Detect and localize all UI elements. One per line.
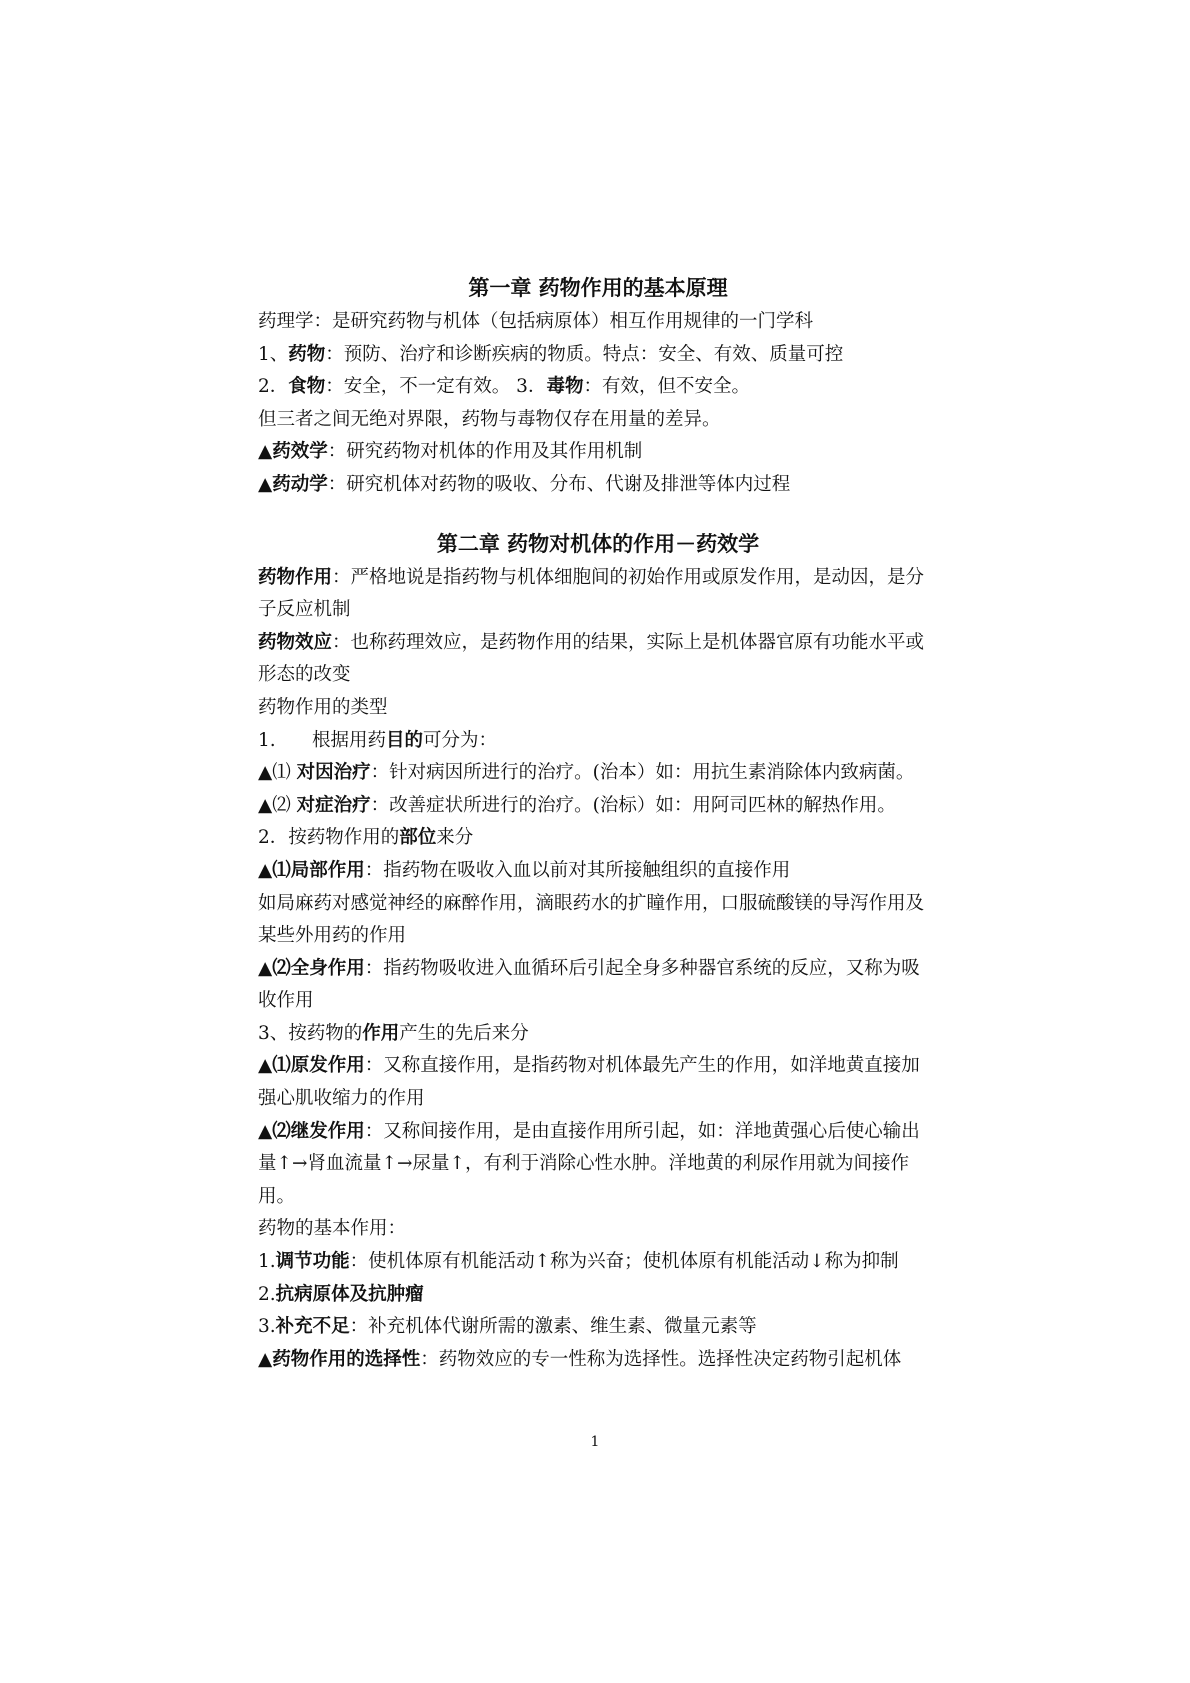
item-number: 1. [258,1251,276,1273]
definition-text: ：有效，但不安全。 [583,376,750,398]
heading-text: 根据用药 [312,729,387,751]
heading-text: 2．按药物作用的 [258,827,400,849]
definition-text: ：指药物吸收进入血循环后引起全身多种器官系统的反应，又称为吸收作用 [258,957,920,1012]
drug-effect-definition [258,627,938,692]
anti-pathogen [258,1279,938,1312]
definition-text: ：药物效应的专一性称为选择性。选择性决定药物引起机体 [420,1348,902,1370]
term-causal-treatment: 对因治疗 [296,762,371,784]
definition-text: ：使机体原有机能活动↑称为兴奋；使机体原有机能活动↓称为抑制 [349,1251,899,1273]
secondary-action [258,1116,938,1214]
term-systemic-action: ▲⑵全身作用 [258,957,365,979]
page-content [258,272,938,1376]
definition-text: ：改善症状所进行的治疗。(治标）如：用阿司匹林的解热作用。 [370,794,896,816]
regulate-function [258,1246,938,1279]
term-primary-action: ▲⑴原发作用 [258,1055,365,1077]
symptomatic-treatment [258,790,938,823]
chapter2-title: 第二章 药物对机体的作用－药效学 [436,530,760,556]
definition-text: ：预防、治疗和诊断疾病的物质。特点：安全、有效、质量可控 [325,343,844,365]
item-number: 2． [258,376,289,398]
definition-text: ：严格地说是指药物与机体细胞间的初始作用或原发作用，是动因，是分子反应机制 [258,566,925,621]
item-number: 2. [258,1283,276,1305]
item-number: 1. [258,729,276,751]
definition-text: ：研究机体对药物的吸收、分布、代谢及排泄等体内过程 [327,473,791,495]
pharmacodynamics-definition [258,436,938,469]
boundary-note: 但三者之间无绝对界限，药物与毒物仅存在用量的差异。 [258,408,721,430]
bullet-mark: ▲⑴ [258,762,297,784]
term-symptomatic-treatment: 对症治疗 [296,794,371,816]
definition-text: ：研究药物对机体的作用及其作用机制 [327,441,643,463]
term-regulate-function: 调节功能 [275,1251,350,1273]
heading-text: 3、按药物的 [258,1022,363,1044]
causal-treatment [258,757,938,790]
definition-text: ：又称间接作用，是由直接作用所引起，如：洋地黄强心后使心输出量↑→肾血流量↑→尿量↑，有利于消除心性水肿。洋地黄的利尿作用就为间接作用。 [258,1120,920,1207]
drug-definition [258,339,938,372]
bullet-mark: ▲⑵ [258,794,297,816]
definition-text: ：补充机体代谢所需的激素、维生素、微量元素等 [349,1316,757,1338]
definition-text: ：也称药理效应，是药物作用的结果，实际上是机体器官原有功能水平或形态的改变 [258,631,925,686]
chapter1-title: 第一章 药物作用的基本原理 [468,275,728,300]
term-poison: 毒物 [546,376,584,398]
local-action-examples: 如局麻药对感觉神经的麻醉作用，滴眼药水的扩瞳作用，口服硫酸镁的导泻作用及某些外用药的作用 [258,892,925,947]
term-supplement: 补充不足 [275,1316,350,1338]
term-secondary-action: ▲⑵继发作用 [258,1120,365,1142]
selectivity [258,1344,938,1377]
by-sequence-heading [258,1018,938,1051]
pharmacokinetics-definition [258,469,938,502]
food-poison-definition [258,371,938,404]
term-action: 作用 [362,1022,400,1044]
definition-text: ：指药物在吸收入血以前对其所接触组织的直接作用 [364,859,791,881]
item-number: 1、 [258,343,289,365]
item-number: 3. [258,1316,276,1338]
definition-text: ：又称直接作用，是指药物对机体最先产生的作用，如洋地黄直接加强心肌收缩力的作用 [258,1055,920,1110]
by-site-heading [258,822,938,855]
heading-text: 产生的先后来分 [399,1022,529,1044]
definition-text: ：针对病因所进行的治疗。(治本）如：用抗生素消除体内致病菌。 [370,762,915,784]
by-purpose-heading [258,725,938,758]
term-pharmacodynamics: ▲药效学 [258,441,328,463]
pharmacology-definition: 药理学：是研究药物与机体（包括病原体）相互作用规律的一门学科 [258,311,814,332]
term-drug-action: 药物作用 [258,566,333,588]
heading-text: 来分 [436,827,474,849]
term-anti-pathogen: 抗病原体及抗肿瘤 [275,1283,424,1305]
drug-action-definition [258,562,938,627]
page-number: 1 [590,1434,600,1450]
term-pharmacokinetics: ▲药动学 [258,473,328,495]
supplement-deficiency [258,1311,938,1344]
term-drug: 药物 [288,343,326,365]
primary-action [258,1050,938,1115]
term-local-action: ▲⑴局部作用 [258,859,365,881]
basic-actions-heading: 药物的基本作用： [258,1218,407,1240]
definition-text: ：安全，不一定有效。 3． [325,376,547,398]
term-drug-effect: 药物效应 [258,631,333,653]
term-selectivity: ▲药物作用的选择性 [258,1348,421,1370]
systemic-action [258,953,938,1018]
heading-text: 可分为： [423,729,498,751]
term-site: 部位 [399,827,437,849]
local-action [258,855,938,888]
term-food: 食物 [288,376,326,398]
action-types-heading: 药物作用的类型 [258,696,388,718]
term-purpose: 目的 [386,729,424,751]
